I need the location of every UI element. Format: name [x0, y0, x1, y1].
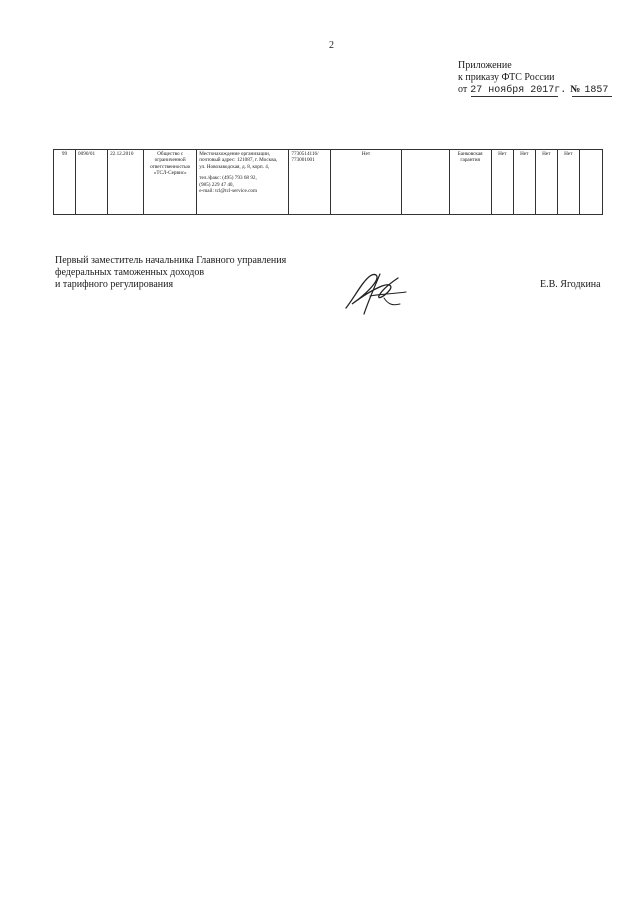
signatory-position-line: Первый заместитель начальника Главного управления	[55, 255, 287, 266]
cell-net-1: Нет	[331, 150, 401, 215]
contact-line: (985) 229 47 40,	[199, 181, 234, 188]
annex-number-underline	[572, 96, 612, 97]
cell-date: 22.12.2010	[108, 150, 144, 215]
table-row	[54, 150, 603, 215]
cell-inn-kpp: 7730514116/ 773001001	[289, 150, 331, 215]
address-line: Местонахождение организации, почтовый адрес: 121087, г. Москва,	[199, 151, 278, 164]
signatory-position-line: федеральных таможенных доходов	[55, 267, 205, 278]
cell-address	[197, 150, 289, 215]
handwritten-signature	[340, 268, 412, 318]
cell-guarantee: Банковская гарантия	[449, 150, 491, 215]
cell-organization: Общество с ограниченной ответственностью «ТСЛ-Сервис»	[144, 150, 197, 215]
signatory-position-line: и тарифного регулирования	[55, 279, 174, 290]
signatory-name: Е.В. Ягодкина	[540, 279, 601, 290]
page-number: 2	[329, 40, 334, 51]
cell-trailing	[579, 150, 602, 215]
annex-order-date: 27 ноября 2017г.	[470, 85, 567, 96]
annex-order-number: 1857	[584, 85, 609, 96]
cell-empty	[401, 150, 449, 215]
annex-title: Приложение	[458, 60, 512, 71]
cell-net-2: Нет	[491, 150, 513, 215]
cell-net-3: Нет	[513, 150, 535, 215]
annex-header	[458, 60, 608, 97]
annex-date-prefix: от	[458, 84, 468, 95]
cell-reg-no: 0090/01	[76, 150, 108, 215]
cell-net-4: Нет	[535, 150, 557, 215]
signatory-position	[55, 255, 286, 291]
cell-net-5: Нет	[557, 150, 579, 215]
annex-order-line: к приказу ФТС России	[458, 72, 555, 83]
contact-line: e-mail: tcl@tcl-service.com	[199, 188, 258, 195]
contact-line: тел./факс: (495) 793 68 92,	[199, 175, 257, 182]
cell-seq-no: 99	[54, 150, 76, 215]
annex-number-sign: №	[570, 84, 581, 95]
annex-date-underline	[471, 96, 558, 97]
address-line: ул. Новозаводская, д. 8, корп. 4,	[199, 163, 270, 170]
registry-table	[53, 149, 603, 215]
